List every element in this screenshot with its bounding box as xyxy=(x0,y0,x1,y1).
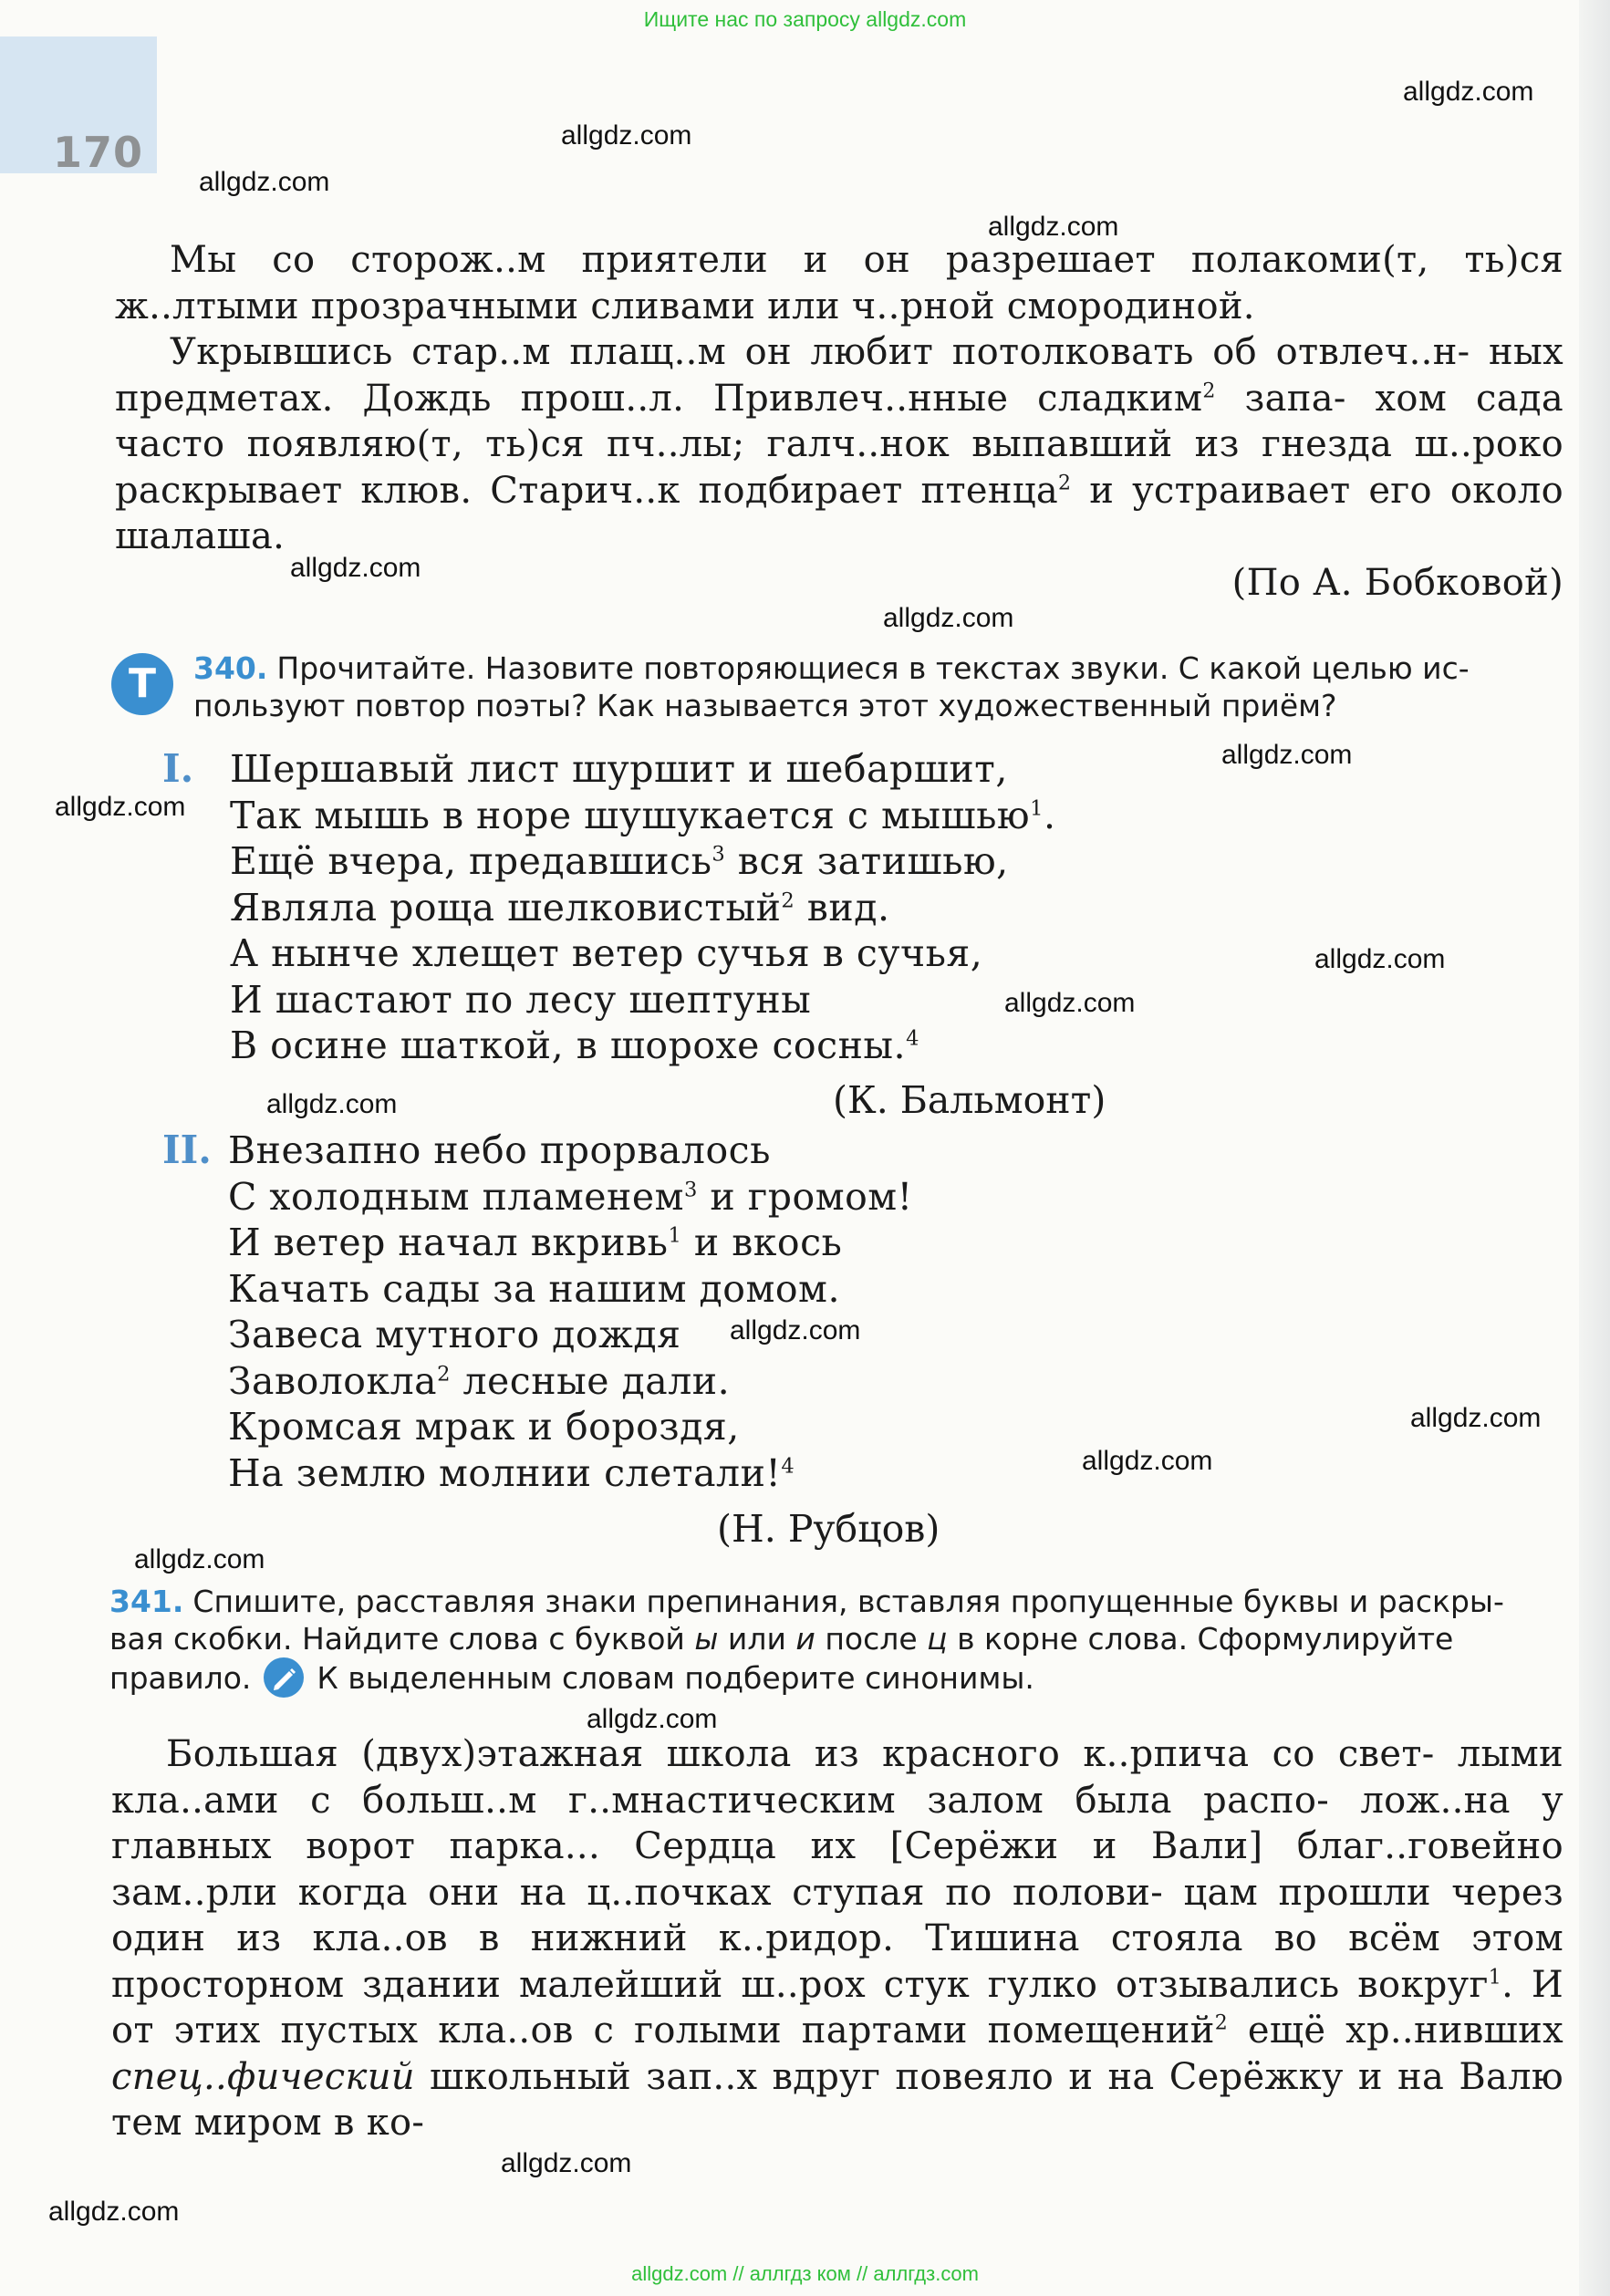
watermark: allgdz.com xyxy=(883,603,1014,633)
text-fragment: вся затишью, xyxy=(725,839,1009,883)
footnote-mark: 4 xyxy=(781,1453,795,1478)
text-line: лыми кла..ами с больш..м г..мнастическим залом была распо- xyxy=(111,1733,1564,1822)
text-fragment: и громом! xyxy=(697,1174,913,1219)
footnote-mark: 1 xyxy=(1488,1966,1502,1990)
text-fragment: Так мышь в норе шушукается с мышью xyxy=(230,793,1031,837)
text-fragment: Ещё вчера, предавшись xyxy=(230,839,712,883)
intro-paragraph-1 xyxy=(115,237,1563,329)
pencil-icon xyxy=(264,1657,304,1698)
text-line: лож..на у главных ворот парка... Сердца их [Серёжи и Вали] xyxy=(111,1779,1563,1867)
task-text: после xyxy=(815,1621,928,1657)
footnote-mark: 1 xyxy=(1030,795,1044,820)
poem-author: (К. Бальмонт) xyxy=(833,1078,1106,1122)
watermark: allgdz.com xyxy=(266,1089,398,1119)
text-fragment: вид. xyxy=(795,885,890,930)
footnote-mark: 2 xyxy=(781,888,795,912)
watermark: allgdz.com xyxy=(730,1315,861,1345)
poem-numeral: II. xyxy=(162,1127,212,1172)
text-line: хом сада часто появляю(т, ть)ся пч..лы; галч..нок выпавший из xyxy=(115,377,1563,465)
watermark: allgdz.com xyxy=(134,1544,265,1574)
text-line: стояла во всём этом просторном здании малейший ш..рох стук xyxy=(111,1917,1563,2006)
footnote-mark: 2 xyxy=(1214,2011,1228,2035)
watermark: allgdz.com xyxy=(1314,944,1446,974)
task-number: 340. xyxy=(193,650,268,686)
text-line: ж..лтыми прозрачными сливами или ч..рной смородиной. xyxy=(115,285,1255,327)
text-fragment: С холодным пламенем xyxy=(228,1174,685,1219)
poem-line: Внезапно небо прорвалось xyxy=(228,1128,771,1172)
text-line: партами помещений xyxy=(801,2010,1215,2052)
task-340 xyxy=(193,649,1564,724)
task-text: Спишите, расставляя знаки препинания, вставляя пропущенные буквы и раскры- xyxy=(192,1584,1504,1619)
poem-line xyxy=(230,793,1056,839)
poem-rubtsov xyxy=(228,1127,913,1496)
page-number: 170 xyxy=(53,128,144,177)
intro-paragraph-2 xyxy=(115,329,1563,560)
watermark: allgdz.com xyxy=(501,2148,632,2178)
watermark: allgdz.com xyxy=(1221,740,1353,770)
text-fragment: и вкось xyxy=(681,1221,843,1264)
task-text: правило. xyxy=(109,1660,252,1696)
watermark: allgdz.com xyxy=(1410,1403,1542,1433)
poem-line xyxy=(230,885,1056,931)
footnote-mark: 2 xyxy=(437,1361,451,1386)
watermark: allgdz.com xyxy=(48,2197,180,2227)
task-text: пользуют повтор поэты? Как называется этот художественный приём? xyxy=(193,688,1337,723)
watermark: allgdz.com xyxy=(988,212,1119,242)
text-fragment: запа- xyxy=(1215,377,1346,420)
poem-line xyxy=(230,838,1056,885)
watermark: allgdz.com xyxy=(561,120,692,151)
poem-line: Качать сады за нашим домом. xyxy=(228,1266,840,1311)
task-letter: и xyxy=(795,1621,815,1657)
task-letter: ц xyxy=(927,1621,948,1657)
poem-numeral: I. xyxy=(162,746,194,791)
text-fragment: лесные дали. xyxy=(450,1358,731,1403)
poem-balmont xyxy=(230,746,1056,1069)
watermark: allgdz.com xyxy=(1082,1446,1213,1476)
footnote-mark: 1 xyxy=(668,1223,682,1248)
watermark: allgdz.com xyxy=(290,553,421,583)
footnote-mark: 3 xyxy=(712,842,726,867)
task-text: в корне слова. Сформулируйте xyxy=(947,1621,1454,1657)
highlighted-word: спец..фический xyxy=(111,2055,415,2098)
poem-line xyxy=(228,1358,913,1405)
text-line: устраивает его около шалаша. xyxy=(115,469,1563,557)
poem-author: (Н. Рубцов) xyxy=(717,1507,940,1551)
watermark: allgdz.com xyxy=(55,792,186,822)
poem-line xyxy=(228,1450,913,1497)
text-fragment: и xyxy=(1071,469,1115,512)
top-banner: Ищите нас по запросу allgdz.com xyxy=(643,7,967,31)
text-line: зап..х вдруг повеяло и на Серёжку и на Валю тем миром в ко- xyxy=(111,2055,1564,2144)
task-text: вая скобки. Найдите слова с буквой xyxy=(109,1621,695,1657)
text-line: ных предметах. Дождь прош..л. Привлеч..нные сладким xyxy=(115,331,1563,420)
poem-line: Кромсая мрак и бороздя, xyxy=(228,1405,740,1449)
footnote-mark: 3 xyxy=(684,1177,698,1201)
task-text: или xyxy=(718,1621,796,1657)
text-fragment: Являла роща шелковистый xyxy=(230,885,782,930)
watermark: allgdz.com xyxy=(199,167,330,197)
intro-author: (По А. Бобковой) xyxy=(1231,561,1563,604)
poem-line: А нынче хлещет ветер сучья в сучья, xyxy=(230,931,983,975)
text-fragment: школьный xyxy=(414,2055,632,2098)
text-fragment: В осине шаткой, в шорохе сосны. xyxy=(230,1023,907,1067)
poem-line: Шершавый лист шуршит и шебаршит, xyxy=(230,747,1008,791)
text-line: Большая (двух)этажная школа из красного к..рпича со свет- xyxy=(166,1733,1435,1775)
task-text: К выделенным словам подберите синонимы. xyxy=(317,1660,1034,1696)
exercise-text xyxy=(111,1731,1563,2146)
text-fragment: И ветер начал вкривь xyxy=(228,1221,669,1264)
theory-badge: Т xyxy=(111,653,173,715)
task-text: Прочитайте. Назовите повторяющиеся в текстах звуки. С какой целью ис- xyxy=(276,650,1470,686)
text-fragment: На землю молнии слетали! xyxy=(228,1450,782,1495)
text-line: Укрывшись стар..м плащ..м он любит потолковать об отвлеч..н- xyxy=(170,331,1470,373)
footnote-mark: 2 xyxy=(1202,379,1216,403)
text-line: Мы со сторож..м приятели и он разрешает полакоми(т, ть)ся xyxy=(170,239,1563,281)
text-line: гнезда ш..роко раскрывает клюв. Старич..к подбирает птенца xyxy=(115,423,1563,512)
text-line: цам прошли через один из кла..ов в нижний к..ридор. Тишина xyxy=(111,1871,1563,1959)
text-fragment: . xyxy=(1043,793,1056,837)
poem-line: И шастают по лесу шептуны xyxy=(230,977,812,1022)
watermark: allgdz.com xyxy=(1004,988,1136,1018)
task-letter: ы xyxy=(694,1621,719,1657)
watermark: allgdz.com xyxy=(587,1704,718,1734)
intro-text xyxy=(115,237,1563,606)
poem-line xyxy=(228,1220,913,1266)
page-edge xyxy=(1579,0,1610,2296)
poem-line xyxy=(230,1023,1056,1069)
footnote-mark: 4 xyxy=(906,1026,919,1051)
footnote-mark: 2 xyxy=(1058,472,1072,495)
text-fragment: . И от этих пустых кла..ов с голыми xyxy=(111,1963,1564,2052)
task-341 xyxy=(109,1583,1564,1698)
poem-line: Завеса мутного дождя xyxy=(228,1313,681,1356)
bottom-banner: allgdz.com // аллгдз ком // аллгдз.com xyxy=(631,2262,979,2285)
task-number: 341. xyxy=(109,1584,184,1619)
text-fragment: Заволокла xyxy=(228,1358,438,1403)
poem-line xyxy=(228,1174,913,1221)
exercise-paragraph xyxy=(111,1731,1563,2146)
text-line: гулко отзывались вокруг xyxy=(987,1963,1489,2006)
watermark: allgdz.com xyxy=(1403,77,1534,107)
text-fragment: ещё хр..нивших xyxy=(1228,2010,1563,2052)
text-line: благ..говейно зам..рли когда они на ц..почках ступая по полови- xyxy=(111,1825,1563,1914)
